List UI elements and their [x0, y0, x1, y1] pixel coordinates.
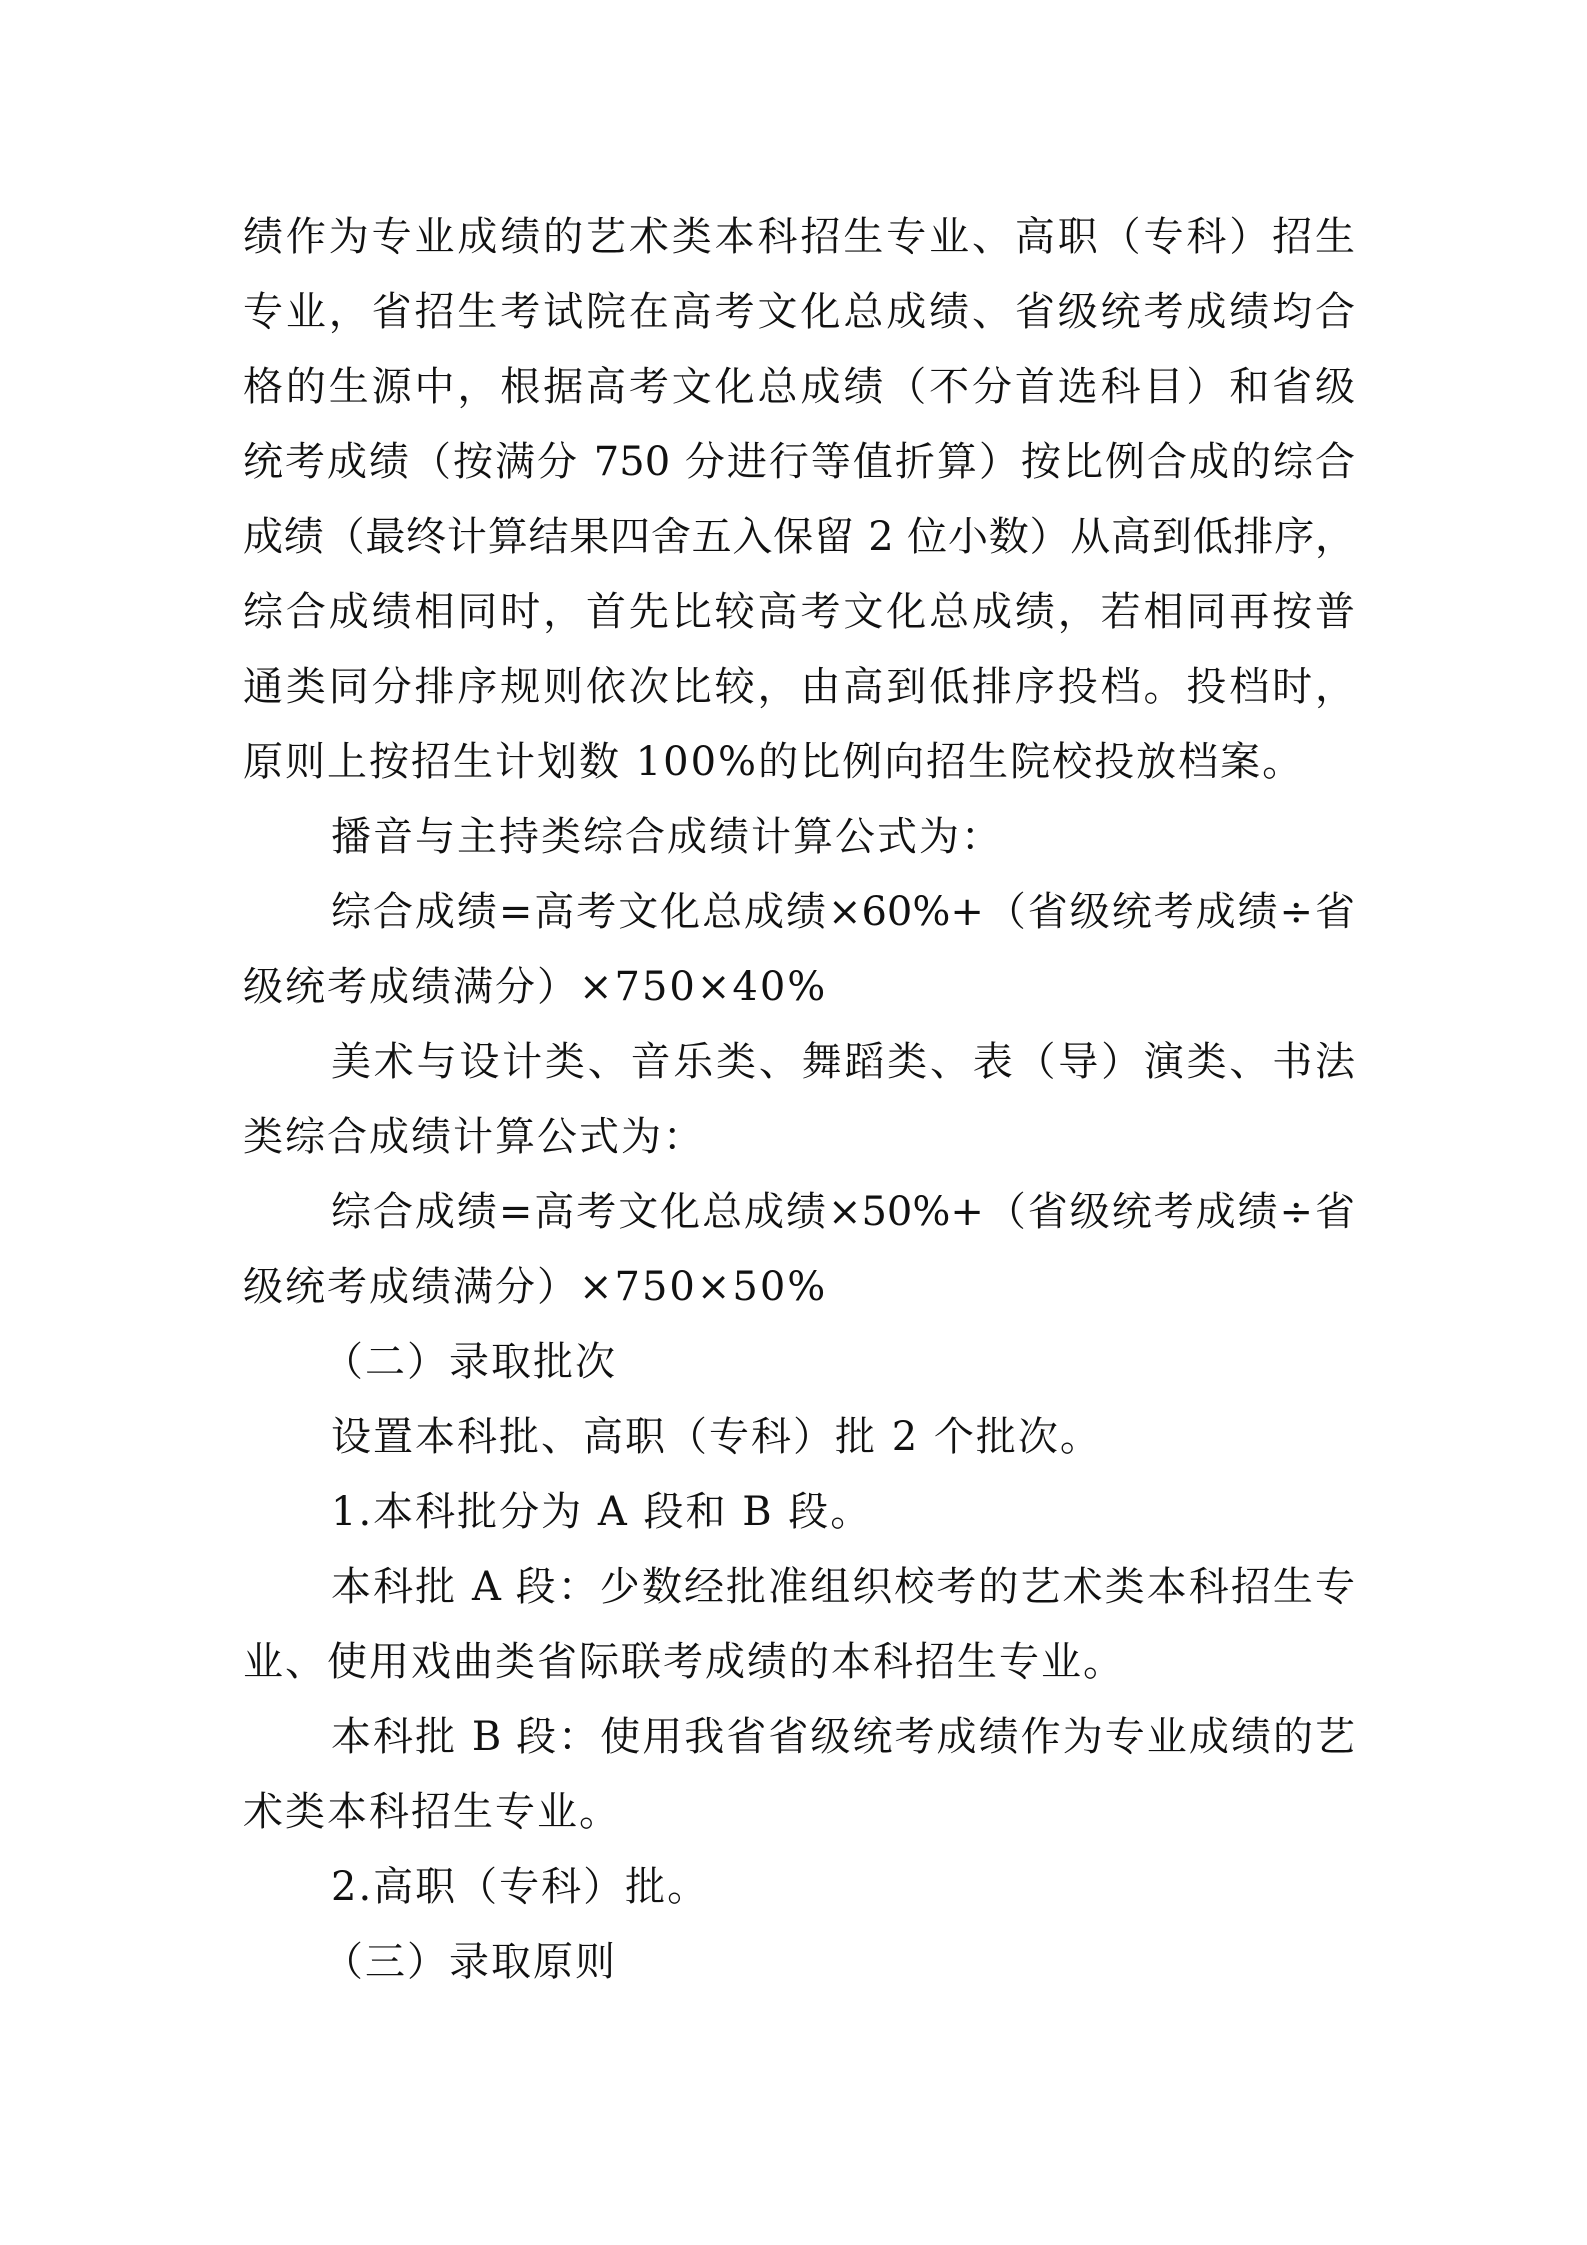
paragraph-line: 本科批 A 段：少数经批准组织校考的艺术类本科招生专	[331, 1564, 1355, 1610]
paragraph-line: 设置本科批、高职（专科）批 2 个批次。	[331, 1414, 1102, 1460]
paragraph-line: 专业，省招生考试院在高考文化总成绩、省级统考成绩均合	[243, 289, 1355, 335]
formula-line: 级统考成绩满分）×750×50%	[243, 1264, 828, 1310]
paragraph-line: 原则上按招生计划数 100%的比例向招生院校投放档案。	[243, 739, 1305, 785]
paragraph-line: 术类本科招生专业。	[243, 1789, 621, 1835]
paragraph-line: 格的生源中，根据高考文化总成绩（不分首选科目）和省级	[243, 364, 1355, 410]
paragraph-line: 通类同分排序规则依次比较，由高到低排序投档。投档时，	[243, 664, 1355, 710]
list-item: 2.高职（专科）批。	[331, 1864, 710, 1910]
formula-intro-broadcasting: 播音与主持类综合成绩计算公式为：	[331, 814, 1003, 860]
formula-line: 级统考成绩满分）×750×40%	[243, 964, 828, 1010]
formula-intro-arts: 类综合成绩计算公式为：	[243, 1114, 705, 1160]
paragraph-line: 成绩（最终计算结果四舍五入保留 2 位小数）从高到低排序，	[243, 514, 1355, 560]
formula-intro-arts: 美术与设计类、音乐类、舞蹈类、表（导）演类、书法	[331, 1039, 1355, 1085]
formula-line: 综合成绩=高考文化总成绩×50%+（省级统考成绩÷省	[331, 1189, 1355, 1235]
body-text	[243, 200, 1355, 2000]
paragraph-line: 绩作为专业成绩的艺术类本科招生专业、高职（专科）招生	[243, 214, 1355, 260]
section-heading: （三）录取原则	[323, 1939, 617, 1985]
list-item: 1.本科批分为 A 段和 B 段。	[331, 1489, 873, 1535]
section-heading: （二）录取批次	[323, 1339, 617, 1385]
paragraph-line: 统考成绩（按满分 750 分进行等值折算）按比例合成的综合	[243, 439, 1355, 485]
paragraph-line: 业、使用戏曲类省际联考成绩的本科招生专业。	[243, 1639, 1125, 1685]
paragraph-line: 本科批 B 段：使用我省省级统考成绩作为专业成绩的艺	[331, 1714, 1355, 1760]
paragraph-line: 综合成绩相同时，首先比较高考文化总成绩，若相同再按普	[243, 589, 1355, 635]
formula-line: 综合成绩=高考文化总成绩×60%+（省级统考成绩÷省	[331, 889, 1355, 935]
